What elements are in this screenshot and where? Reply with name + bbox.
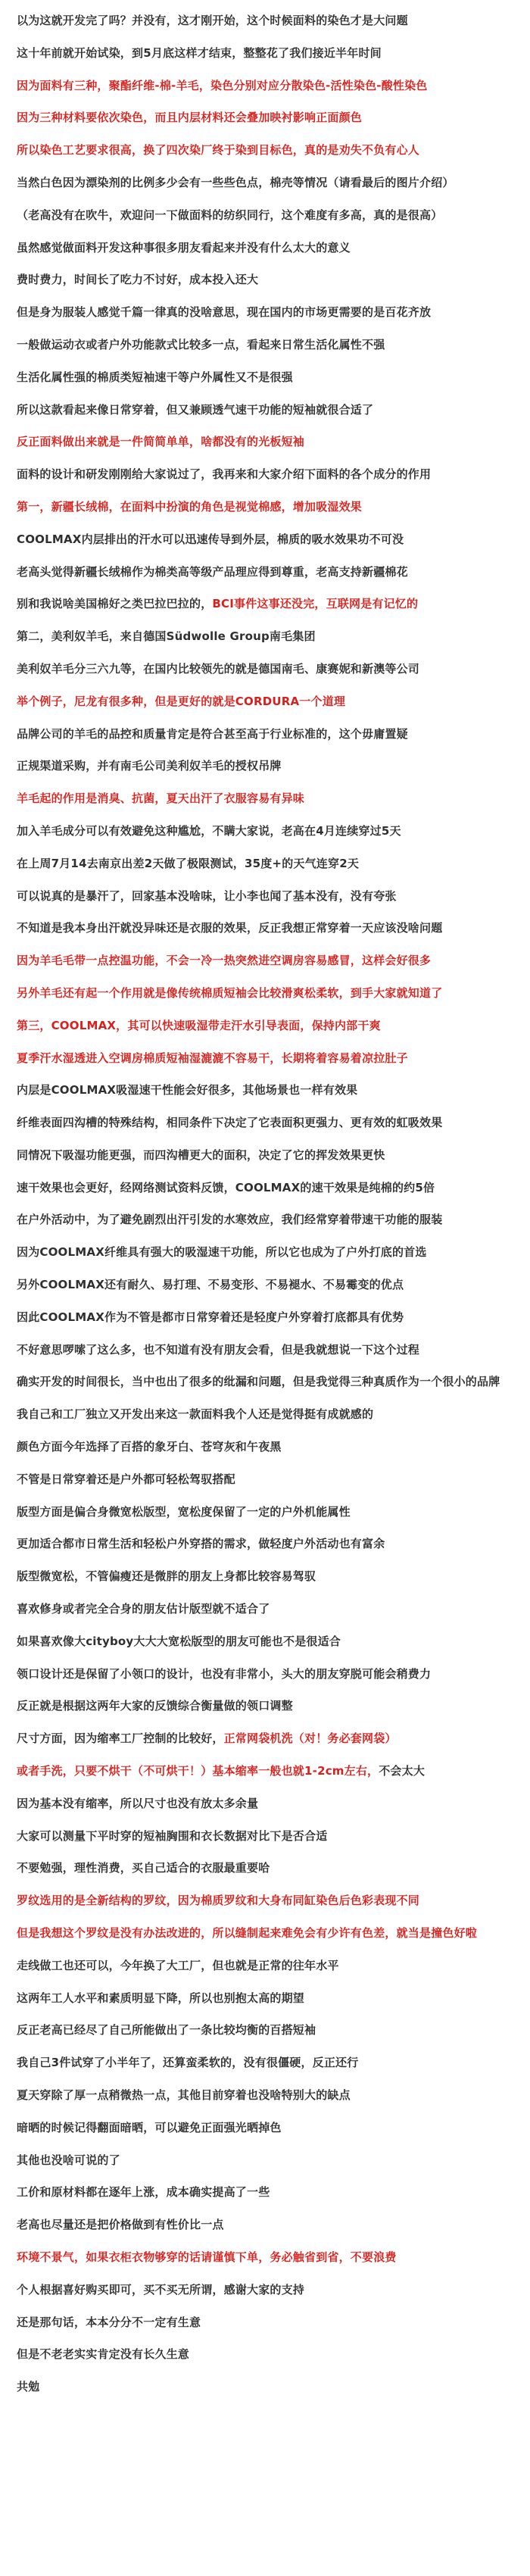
highlighted-text: 第一，新疆长绒棉，在面料中扮演的角色是视觉棉感，增加吸湿效果 [17,499,363,514]
body-text: 夏天穿除了厚一点稍微热一点，其他目前穿着也没啥特别大的缺点 [17,2088,351,2102]
body-text: 版型方面是偏合身微宽松版型，宽松度保留了一定的户外机能属性 [17,1504,351,1519]
text-line [17,1788,513,1820]
text-line [17,70,513,102]
text-line [17,1625,513,1658]
body-text: 我自己3件试穿了小半年了，还算蛮柔软的，没有很僵硬，反正还行 [17,2056,359,2070]
text-line [17,1982,513,2015]
text-line [17,361,513,394]
text-line [17,491,513,523]
text-line [17,1301,513,1334]
text-line [17,1755,513,1788]
text-line [17,1204,513,1236]
body-text: 另外COOLMAX还有耐久、易打理、不易变形、不易褪水、不易霉变的优点 [17,1278,404,1292]
text-line [17,653,513,685]
text-line [17,945,513,977]
body-text: 不知道是我本身出汗就没异味还是衣服的效果，反正我想正常穿着一天应该没啥问题 [17,921,443,935]
body-text: 以为这就开发完了吗？并没有，这才刚开始，这个时候面料的染色才是大问题 [17,14,408,27]
body-text: 我自己和工厂独立又开发出来这一款面料我个人还是觉得挺有成就感的 [17,1407,374,1422]
body-text: 速干效果也会更好，经网络测试资料反馈，COOLMAX的速干效果是纯棉的约5倍 [17,1180,435,1194]
text-line [17,2338,513,2371]
text-line [17,2144,513,2177]
text-line [17,167,513,199]
text-line [17,1593,513,1625]
body-text: 当然白色因为漂染剂的比例多少会有一些些色点，棉壳等情况（请看最后的图片介绍） [17,175,454,189]
body-text: 因此COOLMAX作为不管是都市日常穿着还是轻度户外穿着打底都具有优势 [17,1310,404,1324]
body-text: 但是不老老实实肯定没有长久生意 [17,2347,190,2362]
body-text: 喜欢修身或者完全合身的朋友估计版型就不适合了 [17,1602,270,1616]
text-line [17,2371,513,2403]
text-line [17,232,513,264]
highlighted-text: 第三，COOLMAX，其可以快速吸湿带走汗水引导表面，保持内部干爽 [17,1018,381,1032]
text-line [17,556,513,589]
highlighted-text: 因为羊毛毛带一点控温功能，不会一冷一热突然进空调房容易感冒，这样会好很多 [17,954,432,968]
highlighted-text: 因为三种材料要依次染色，而且内层材料还会叠加映衬影响正面颜色 [17,111,363,125]
body-text: 其他也没啥可说的了 [17,2153,120,2167]
body-text: 可以说真的是暴汗了，回家基本没啥味，让小李也闻了基本没有，没有夸张 [17,888,397,903]
body-text: 费时费力，时间长了吃力不讨好，成本投入还大 [17,273,259,287]
body-text: 这两年工人水平和素质明显下降，所以也别抱太高的期望 [17,1991,305,2005]
highlighted-text: 但是我想这个罗纹是没有办法改进的，所以缝制起来难免会有少许有色差，就当是撞色好啦 [17,1926,478,1941]
text-line [17,264,513,296]
body-text: 老高也尽量还是把价格做到有性价比一点 [17,2218,224,2232]
body-text: 因为COOLMAX纤维具有强大的吸湿速干功能，所以它也成为了户外打底的首选 [17,1245,427,1260]
text-line [17,1172,513,1204]
body-text: 虽然感觉做面料开发这种事很多朋友看起来并没有什么太大的意义 [17,240,351,254]
body-text: 这十年前就开始试染，到5月底这样才结束，整整花了我们接近半年时间 [17,45,382,60]
highlighted-text: 环境不景气，如果衣柜衣物够穿的话请谨慎下单，务必触省到省，不要浪费 [17,2250,397,2264]
text-line [17,2274,513,2306]
text-line [17,2209,513,2241]
text-line [17,1560,513,1593]
text-line [17,1398,513,1431]
body-text: 但是身为服装人感觉千篇一律真的没啥意思，现在国内的市场更需要的是百花齐放 [17,305,432,320]
body-text: 走线做工也还可以，今年换了大工厂，但也就是正常的往年水平 [17,1958,339,1972]
body-text: 所以这款看起来像日常穿着，但又兼顾透气速干功能的短袖就很合适了 [17,402,374,417]
body-text: 美利奴羊毛分三六九等，在国内比较领先的就是德国南毛、康赛妮和新澳等公司 [17,661,420,676]
text-line [17,1139,513,1172]
text-line [17,2112,513,2144]
text-line [17,912,513,945]
body-text: 别和我说啥美国棉好之类巴拉巴拉的， [17,597,213,611]
text-line [17,1107,513,1139]
text-line [17,2306,513,2339]
text-line [17,5,513,37]
text-line [17,1917,513,1950]
text-line [17,394,513,426]
body-text: 工价和原材料都在逐年上涨，成本确实提高了一些 [17,2185,270,2200]
text-line [17,1528,513,1560]
body-text: 不好意思啰嗦了这么多，也不知道有没有朋友会看，但是我就想说一下这个过程 [17,1342,420,1357]
text-line [17,620,513,653]
body-text: 第二，美利奴羊毛，来自德国Südwolle Group南毛集团 [17,629,316,644]
body-text: 尺寸方面，因为缩率工厂控制的比较好， [17,1731,224,1746]
highlighted-text: 因为面料有三种，聚酯纤维-棉-羊毛，染色分别对应分散染色-活性染色-酸性染色 [17,78,428,92]
text-line [17,1269,513,1301]
text-line [17,1496,513,1528]
text-line [17,1010,513,1042]
highlighted-text: 反正面料做出来就是一件简简单单，啥都没有的光板短袖 [17,435,305,449]
body-text: 不会太大 [379,1764,426,1778]
body-text: COOLMAX内层排出的汗水可以迅速传导到外层，棉质的吸水效果功不可没 [17,532,404,546]
body-text: 在上周7月14去南京出差2天做了极限测试，35度+的天气连穿2天 [17,856,360,870]
highlighted-text: 罗纹选用的是全新结构的罗纹，因为棉质罗纹和大身布同缸染色后色彩表现不同 [17,1894,420,1908]
text-line [17,1042,513,1075]
text-line [17,2241,513,2274]
text-line [17,782,513,815]
body-text: 反正就是根据这两年大家的反馈综合衡量做的领口调整 [17,1699,293,1713]
body-text: 反正老高已经尽了自己所能做出了一条比较均衡的百搭短袖 [17,2023,316,2037]
body-text: 不管是日常穿着还是户外都可轻松驾驭搭配 [17,1472,235,1486]
text-line [17,134,513,167]
body-text: 还是那句话，本本分分不一定有生意 [17,2315,201,2329]
body-text: 不要勉强，理性消费，买自己适合的衣服最重要哈 [17,1861,270,1875]
body-text: 个人根据喜好购买即可，买不买无所谓，感谢大家的支持 [17,2282,305,2297]
text-line [17,1463,513,1496]
text-line [17,718,513,751]
highlighted-text: 正常网袋机洗（对！务必套网袋） [223,1731,397,1746]
body-text: 加入羊毛成分可以有效避免这种尴尬，不瞒大家说，老高在4月连续穿过5天 [17,823,401,838]
highlighted-text: BCI事件这事还没完，互联网是有记忆的 [212,597,419,611]
text-line [17,523,513,556]
text-line [17,1950,513,1982]
text-line [17,2014,513,2047]
body-text: 版型微宽松，不管偏瘦还是微胖的朋友上身都比较容易驾驭 [17,1569,316,1584]
body-text: 在户外活动中，为了避免剧烈出汗引发的水寒效应，我们经常穿着带速干功能的服装 [17,1213,443,1227]
text-line [17,750,513,782]
body-text: 确实开发的时间很长，当中也出了很多的纰漏和问题，但是我觉得三种真质作为一个很小的品牌 [17,1375,500,1389]
text-line [17,1074,513,1107]
body-text: 同情况下吸湿功能更强，而四沟槽更大的面积，决定了它的挥发效果更快 [17,1147,385,1162]
body-text: 老高头觉得新疆长绒棉作为棉类高等级产品理应得到尊重，老高支持新疆棉花 [17,564,408,579]
text-line [17,815,513,848]
text-line [17,296,513,329]
highlighted-text: 另外羊毛还有起一个作用就是像传统棉质短袖会比较滑爽松柔软，到手大家就知道了 [17,985,443,1000]
body-text: 因为基本没有缩率，所以尺寸也没有放太多余量 [17,1796,259,1810]
text-line [17,1658,513,1691]
body-text: 暗晒的时候记得翻面暗晒，可以避免正面强光晒掉色 [17,2120,282,2134]
text-line [17,1852,513,1884]
text-line [17,1334,513,1366]
text-line [17,2176,513,2209]
text-line [17,1820,513,1853]
highlighted-text: 举个例子，尼龙有很多种，但是更好的就是CORDURA一个道理 [17,694,346,708]
body-text: 内层是COOLMAX吸湿速干性能会好很多，其他场景也一样有效果 [17,1083,358,1098]
text-line [17,1366,513,1398]
body-text: 如果喜欢像大cityboy大大大宽松版型的朋友可能也不是很适合 [17,1634,341,1648]
text-line [17,1431,513,1463]
text-line [17,2079,513,2112]
text-line [17,101,513,134]
body-text: 大家可以测量下平时穿的短袖胸围和衣长数据对比下是否合适 [17,1828,328,1843]
text-line [17,1236,513,1269]
body-text: 品牌公司的羊毛的品控和质量肯定是符合甚至高于行业标准的，这个毋庸置疑 [17,726,408,741]
text-line [17,2047,513,2079]
highlighted-text: 或者手洗，只要不烘干（不可烘干！）基本缩率一般也就1-2cm左右， [17,1764,379,1778]
body-text: 颜色方面今年选择了百搭的象牙白、苍穹灰和午夜黑 [17,1440,282,1454]
body-text: 面料的设计和研发刚刚给大家说过了，我再来和大家介绍下面料的各个成分的作用 [17,467,432,482]
text-line [17,199,513,232]
highlighted-text: 夏季汗水湿透进入空调房棉质短袖湿漉漉不容易干，长期将着容易着凉拉肚子 [17,1051,408,1065]
body-text: 正规渠道采购，并有南毛公司美利奴羊毛的授权吊牌 [17,759,282,773]
text-line [17,977,513,1010]
body-text: 生活化属性强的棉质类短袖速干等户外属性又不是很强 [17,370,293,384]
body-text: 更加适合都市日常生活和轻松户外穿搭的需求，做轻度户外活动也有富余 [17,1537,385,1551]
body-text: 纤维表面四沟槽的特殊结构，相同条件下决定了它表面积更强力、更有效的虹吸效果 [17,1116,443,1130]
text-line [17,458,513,491]
text-line [17,880,513,913]
text-line [17,685,513,718]
text-line [17,37,513,70]
text-line [17,329,513,361]
text-line [17,426,513,458]
body-text: 一般做运动衣或者户外功能款式比较多一点，看起来日常生活化属性不强 [17,337,385,351]
text-line [17,588,513,620]
text-line [17,1884,513,1917]
text-line [17,1690,513,1722]
text-line [17,848,513,880]
highlighted-text: 所以染色工艺要求很高，换了四次染厂终于染到目标色，真的是劝失不负有心人 [17,143,420,158]
text-line [17,1722,513,1755]
body-text: 共勉 [17,2380,40,2394]
body-text: （老高没有在吹牛，欢迎问一下做面料的纺织同行，这个难度有多高，真的是很高） [17,208,443,222]
highlighted-text: 羊毛起的作用是消臭、抗菌，夏天出汗了衣服容易有异味 [17,792,305,806]
body-text: 领口设计还是保留了小领口的设计，也没有非常小，头大的朋友穿脱可能会稍费力 [17,1666,432,1681]
